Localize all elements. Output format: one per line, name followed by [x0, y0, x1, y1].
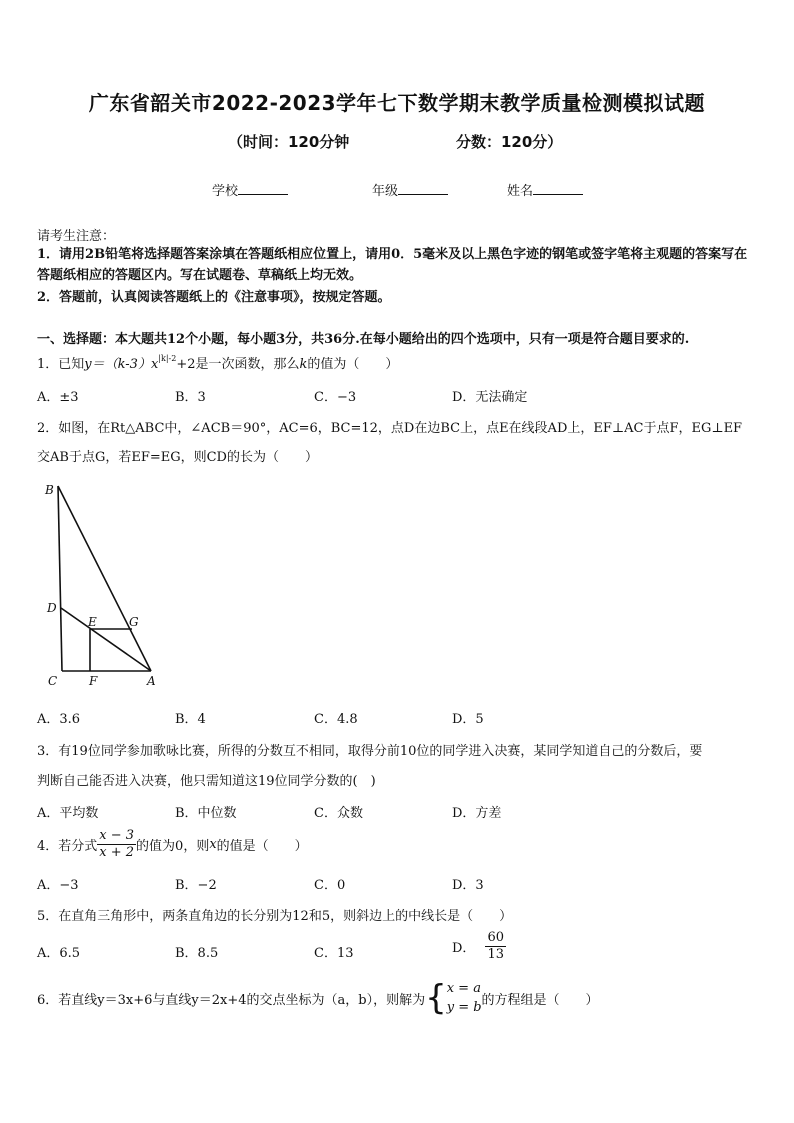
q3-option-b: B．中位数: [175, 806, 237, 821]
q5-option-d: [452, 930, 506, 963]
q1-expr-b: +2: [176, 357, 196, 372]
q1-option-b: B．3: [175, 390, 206, 405]
name-field: [507, 180, 583, 199]
q4-fraction: [97, 828, 136, 861]
q2-option-a: A．3.6: [37, 712, 81, 727]
q5-option-d-label: D．: [452, 941, 476, 956]
q4-denominator: x + 2: [99, 845, 135, 860]
name-blank: [533, 182, 583, 195]
q1-exponent: |k|-2: [158, 354, 177, 363]
grade-blank: [398, 182, 448, 195]
q3-line-2: 判断自己能否进入决赛，他只需知道这19位同学分数的( ): [37, 774, 376, 789]
notice-line-1: 1．请用2B铅笔将选择题答案涂填在答题纸相应位置上，请用0．5毫米及以上黑色字迹的钢笔或签字笔将主观题的答案写在答题纸相应的答题区内。写在试题卷、草稿纸上均无效。: [37, 247, 748, 283]
name-label: 姓名: [507, 184, 534, 199]
grade-field: [372, 180, 448, 199]
q1-k: k: [299, 357, 308, 372]
q1-suffix-a: 是一次函数，那么: [195, 357, 300, 372]
q4-prefix: 4．若分式: [37, 839, 98, 854]
q3-option-d: D．方差: [452, 806, 502, 821]
q5-option-a: A．6.5: [37, 946, 81, 961]
q2-option-c: C．4.8: [314, 712, 358, 727]
q3-option-a: A．平均数: [37, 806, 99, 821]
q4-option-c: C．0: [314, 878, 346, 893]
school-label: 学校: [212, 184, 239, 199]
question-4: [37, 828, 308, 861]
label-a: A: [147, 674, 156, 688]
q6-brace: {: [425, 978, 447, 1018]
q6-suffix: 的方程组是（ ）: [481, 992, 599, 1008]
label-e: E: [88, 615, 97, 629]
q4-suffix-b: 的值是（ ）: [216, 839, 308, 854]
q4-numerator: x − 3: [99, 828, 135, 843]
q1-option-a: A．±3: [37, 390, 79, 405]
q2-line-1: 2．如图，在Rt△ABC中，∠ACB＝90°，AC=6，BC=12，点D在边BC上，点E在线段AD上，EF⊥AC于点F，EG⊥EF: [37, 421, 743, 436]
q3-line-1: 3．有19位同学参加歌咏比赛，所得的分数互不相同，取得分前10位的同学进入决赛，某同学知道自己的分数后，要: [37, 744, 703, 759]
label-b: B: [45, 483, 54, 497]
section-heading: 一、选择题：本大题共12个小题，每小题3分，共36分.在每小题给出的四个选项中，只有一项是符合题目要求的.: [37, 332, 690, 347]
grade-label: 年级: [372, 184, 399, 199]
label-f: F: [89, 674, 98, 688]
q5-option-d-fraction: [485, 930, 506, 963]
q6-eq-2: y = b: [446, 1000, 482, 1015]
q4-option-b: B．−2: [175, 878, 217, 893]
notice-heading: 请考生注意：: [37, 229, 116, 244]
q1-option-d: D．无法确定: [452, 390, 528, 405]
q6-eq-1: x = a: [446, 981, 481, 996]
q4-x: x: [209, 837, 217, 852]
label-g: G: [129, 615, 139, 629]
question-1: [37, 353, 398, 372]
q3-option-c: C．众数: [314, 806, 363, 821]
q5-option-b: B．8.5: [175, 946, 219, 961]
q6-prefix: 6．若直线y＝3x+6与直线y＝2x+4的交点坐标为（a，b），则解为: [37, 992, 426, 1008]
q5-option-c: C．13: [314, 946, 354, 961]
q5-d-denominator: 13: [487, 947, 504, 962]
q1-option-c: C．−3: [314, 390, 357, 405]
q2-line-2: 交AB于点G，若EF=EG，则CD的长为（ ）: [37, 450, 318, 465]
notice-line-2: 2．答题前，认真阅读答题纸上的《注意事项》，按规定答题。: [37, 290, 391, 305]
q5-text: 5．在直角三角形中，两条直角边的长分别为12和5，则斜边上的中线长是（ ）: [37, 909, 513, 924]
q4-option-a: A．−3: [37, 878, 79, 893]
q1-suffix-b: 的值为（ ）: [307, 357, 399, 372]
exam-score: 分数：120分）: [456, 133, 563, 151]
q2-option-d: D．5: [452, 712, 484, 727]
segment-ab: [58, 486, 151, 671]
exam-time: （时间：120分钟: [228, 133, 350, 151]
question-6: [37, 979, 599, 1017]
label-d: D: [47, 601, 57, 615]
q4-suffix-a: 的值为0，则: [136, 839, 210, 854]
school-blank: [238, 182, 288, 195]
segment-bc: [58, 486, 62, 671]
q2-option-b: B．4: [175, 712, 206, 727]
triangle-figure: [40, 478, 170, 693]
q5-d-numerator: 60: [487, 930, 504, 945]
q1-expr-a: y＝（k-3）x: [84, 357, 159, 372]
page-title: 广东省韶关市2022-2023学年七下数学期末教学质量检测模拟试题: [88, 91, 706, 115]
q4-option-d: D．3: [452, 878, 484, 893]
label-c: C: [48, 674, 58, 688]
q1-prefix: 1．已知: [37, 357, 85, 372]
school-field: [212, 180, 288, 199]
q6-system: [447, 979, 482, 1017]
